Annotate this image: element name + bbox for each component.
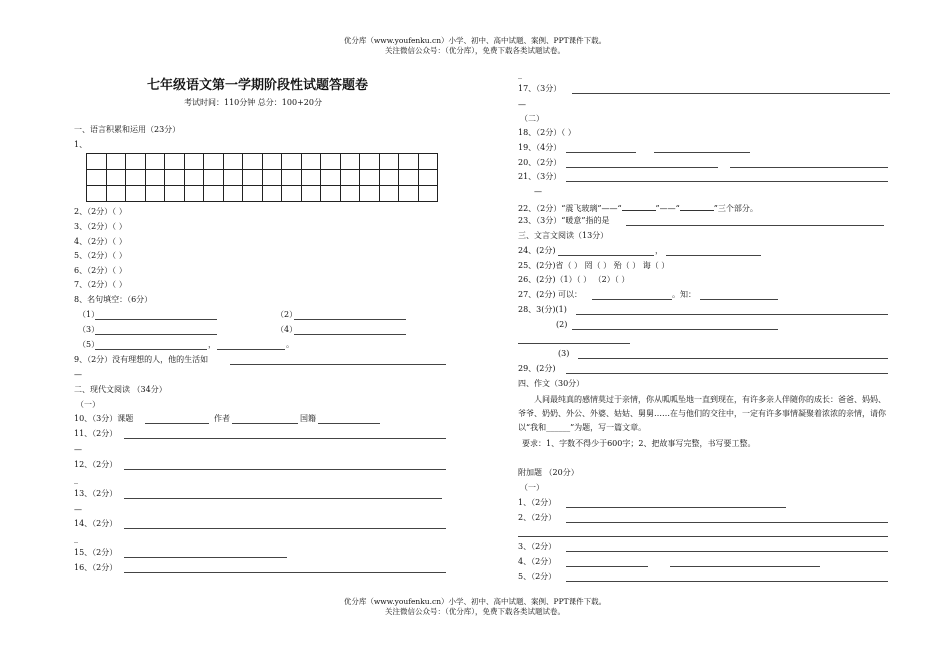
bonus-heading: 附加题 （20分） — [518, 468, 579, 477]
dash-mark: _ — [74, 475, 78, 484]
q28-label-2: (2) — [556, 320, 568, 329]
q8-period: 。 — [286, 340, 294, 349]
q29-blank[interactable] — [566, 373, 888, 374]
q10-title-blank[interactable] — [145, 423, 209, 424]
q8-blank-2[interactable] — [294, 319, 406, 320]
question-12: 12、（2分） — [74, 460, 118, 469]
subsection-2: （二） — [520, 114, 544, 123]
q20-blank-2[interactable] — [730, 167, 888, 168]
q11-blank[interactable] — [124, 438, 446, 439]
question-10: 10、（3分）课题 — [74, 414, 134, 423]
q8-comma: ， — [208, 340, 216, 349]
q16-blank[interactable] — [124, 572, 446, 573]
bonus-3-blank[interactable] — [566, 551, 888, 552]
q27-know-label: 。知： — [672, 290, 696, 299]
exam-info: 考试时间：110分钟 总分：100+20分 — [184, 98, 322, 107]
bonus-4-blank-2[interactable] — [670, 566, 820, 567]
q9-blank[interactable] — [230, 364, 446, 365]
q22-text-b: ”——“ — [655, 204, 680, 213]
question-25: 25、(2分)省（ ） 罔（ ） 殆（ ） 诲（ ） — [518, 261, 670, 270]
q8-blank-3[interactable] — [95, 334, 217, 335]
q8-blank-1[interactable] — [95, 319, 217, 320]
bonus-2-blank-1[interactable] — [566, 522, 888, 523]
essay-requirements: 要求：1、字数不得少于600字；2、把故事写完整，书写要工整。 — [522, 439, 756, 448]
question-16: 16、（2分） — [74, 563, 118, 572]
question-8: 8、名句填空：（6分） — [74, 295, 153, 304]
question-1: 1、 — [74, 140, 88, 149]
question-29: 29、(2分) — [518, 364, 556, 373]
question-7: 7、（2分）（ ） — [74, 280, 127, 289]
subsection-1: （一） — [76, 400, 100, 409]
question-13: 13、（2分） — [74, 489, 118, 498]
bonus-1-blank[interactable] — [566, 507, 786, 508]
q21-blank[interactable] — [566, 181, 888, 182]
question-26: 26、(2分)（1）（ ） （2）（ ） — [518, 275, 630, 284]
question-15: 15、（2分） — [74, 548, 118, 557]
bonus-5-blank[interactable] — [566, 581, 888, 582]
bonus-question-1: 1、（2分） — [518, 498, 557, 507]
q22-text-a: 22、（2分）“震飞玻璃”——“ — [518, 204, 622, 213]
q8-blank-4[interactable] — [294, 334, 406, 335]
q10-nation-label: 国籍 — [300, 414, 316, 423]
question-23: 23、（3分）“暖意”指的是 — [518, 216, 610, 225]
question-20: 20、（2分） — [518, 158, 562, 167]
bonus-question-4: 4、（2分） — [518, 557, 557, 566]
q8-blank-5a[interactable] — [95, 349, 207, 350]
question-6: 6、（2分）（ ） — [74, 266, 127, 275]
bonus-question-2: 2、（2分） — [518, 513, 557, 522]
section-1-heading: 一、语言积累和运用（23分） — [74, 125, 181, 134]
question-4: 4、（2分）（ ） — [74, 237, 127, 246]
dash-mark: — — [74, 370, 82, 379]
bonus-question-5: 5、（2分） — [518, 572, 557, 581]
q24-comma: ， — [655, 246, 663, 255]
q28-blank-1[interactable] — [576, 314, 888, 315]
q22-blank-1[interactable] — [622, 202, 656, 211]
answer-grid[interactable] — [86, 153, 438, 202]
q12-blank[interactable] — [124, 469, 446, 470]
bonus-subsection-1: （一） — [520, 483, 544, 492]
footer-line-2: 关注微信公众号：（优分库），免费下载各类试题试卷。 — [385, 607, 565, 616]
header-line-1: 优分库（www.youfenku.cn）小学、初中、高中试题、案例、PPT课件下载。 — [343, 36, 607, 45]
question-5: 5、（2分）（ ） — [74, 251, 127, 260]
q22-text-c: ”三个部分。 — [713, 204, 758, 213]
q17-blank[interactable] — [572, 93, 890, 94]
question-18: 18、（2分）（ ） — [518, 128, 576, 137]
question-2: 2、（2分）（ ） — [74, 207, 127, 216]
q14-blank[interactable] — [124, 528, 446, 529]
question-14: 14、（2分） — [74, 519, 118, 528]
q20-blank-1[interactable] — [566, 167, 718, 168]
bonus-4-blank-1[interactable] — [566, 566, 648, 567]
q24-blank-1[interactable] — [558, 255, 654, 256]
section-2-heading: 二、现代文阅读 （34分） — [74, 385, 167, 394]
q28-blank-3[interactable] — [578, 358, 888, 359]
dash-mark: — — [534, 187, 542, 196]
q8-blank-5b[interactable] — [217, 349, 285, 350]
section-4-heading: 四、作文（30分） — [518, 379, 585, 388]
q8-label-2: （2） — [276, 310, 298, 319]
question-28: 28、3(分)(1) — [518, 305, 567, 314]
q13-blank[interactable] — [124, 498, 442, 499]
q8-label-5: （5） — [78, 340, 100, 349]
dash-mark: _ — [518, 70, 522, 79]
q28-blank-2-cont[interactable] — [518, 343, 630, 344]
question-19: 19、（4分） — [518, 143, 562, 152]
page-title: 七年级语文第一学期阶段性试题答题卷 — [147, 78, 369, 93]
question-21: 21、（3分） — [518, 172, 562, 181]
q8-label-1: （1） — [78, 310, 100, 319]
dash-mark: — — [74, 505, 82, 514]
q27-blank-1[interactable] — [592, 299, 672, 300]
footer-line-1: 优分库（www.youfenku.cn）小学、初中、高中试题、案例、PPT课件下载。 — [343, 597, 607, 606]
q28-blank-2[interactable] — [572, 329, 778, 330]
section-3-heading: 三、文言文阅读（13分） — [518, 231, 609, 240]
dash-mark: — — [518, 100, 526, 109]
q10-author-label: 作者 — [214, 414, 230, 423]
question-17: 17、（3分） — [518, 84, 562, 93]
q19-blank-1[interactable] — [566, 152, 636, 153]
question-3: 3、（2分）（ ） — [74, 222, 127, 231]
q10-author-blank[interactable] — [232, 423, 298, 424]
bonus-question-3: 3、（2分） — [518, 542, 557, 551]
q22-blank-2[interactable] — [680, 202, 714, 211]
question-11: 11、（2分） — [74, 429, 118, 438]
q23-blank[interactable] — [626, 225, 884, 226]
dash-mark: — — [74, 445, 82, 454]
question-22 — [518, 202, 758, 214]
q27-blank-2[interactable] — [700, 299, 778, 300]
q24-blank-2[interactable] — [666, 255, 761, 256]
q10-nation-blank[interactable] — [318, 423, 380, 424]
q19-blank-2[interactable] — [654, 152, 750, 153]
dash-mark: _ — [74, 534, 78, 543]
header-line-2: 关注微信公众号：（优分库），免费下载各类试题试卷。 — [385, 46, 565, 55]
question-27: 27、(2分) 可以： — [518, 290, 583, 299]
q28-label-3: (3) — [558, 349, 570, 358]
q8-label-3: （3） — [78, 325, 100, 334]
question-9: 9、（2分）没有理想的人，他的生活如 — [74, 355, 209, 364]
question-24: 24、(2分) — [518, 246, 556, 255]
q15-blank[interactable] — [124, 557, 287, 558]
q8-label-4: （4） — [276, 325, 298, 334]
essay-prompt: 人间最纯真的感情莫过于亲情，你从呱呱坠地一直到现在，有许多亲人伴随你的成长：爸爸、妈妈、爷爷、奶奶、外公、外婆、姑姑、舅舅……在与他们的交往中，一定有许多事情凝聚着浓浓的亲情，请你以“我和______”为题，写一篇文章。 — [518, 395, 886, 432]
bonus-2-blank-2[interactable] — [518, 536, 888, 537]
